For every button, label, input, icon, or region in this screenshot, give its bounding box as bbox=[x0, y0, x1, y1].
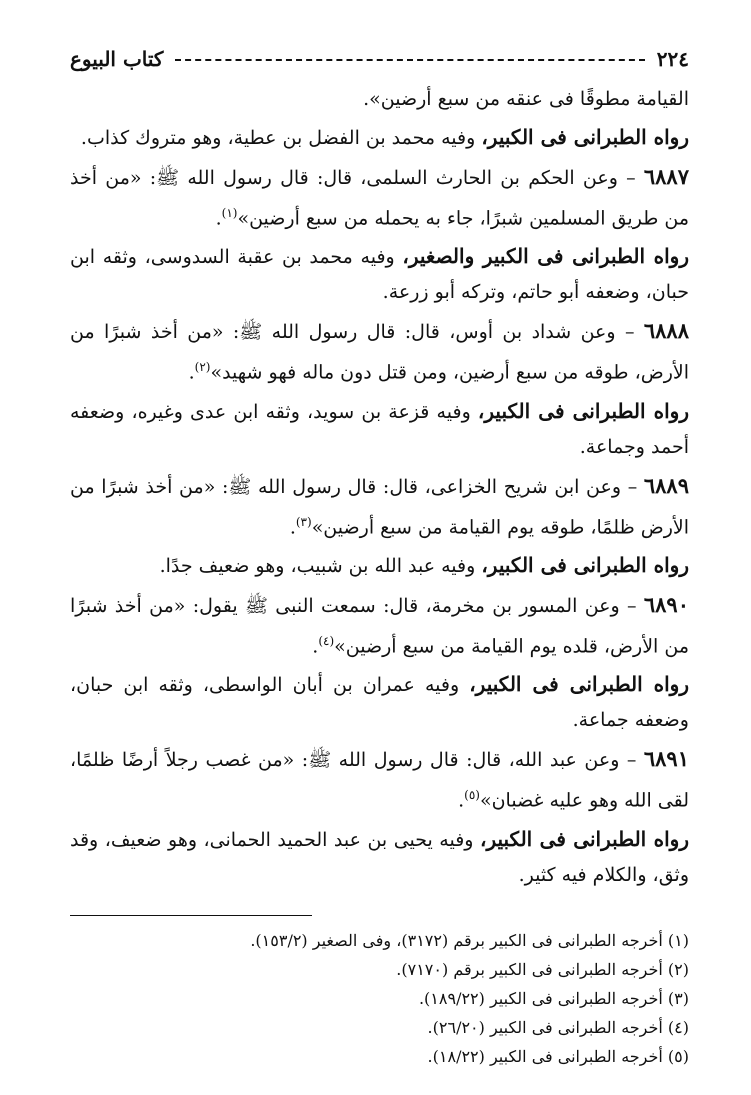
hadith-number: ٦٨٩٠ bbox=[643, 591, 689, 617]
main-text bbox=[70, 82, 689, 893]
hadith-end: . bbox=[312, 635, 319, 658]
source-attribution: رواه الطبرانى فى الكبير والصغير، bbox=[402, 244, 690, 269]
footnote-line: (٢) أخرجه الطبرانى فى الكبير برقم (٧١٧٠). bbox=[396, 959, 689, 979]
paragraph-source bbox=[70, 239, 689, 310]
paragraph-source bbox=[70, 120, 689, 156]
hadith-end: . bbox=[215, 207, 222, 230]
footnote-line: (٤) أخرجه الطبرانى فى الكبير (٢٦/٢٠). bbox=[427, 1017, 689, 1037]
hadith-text: – وعن المسور بن مخرمة، قال: سمعت النبى ﷺ يقول: «من أخذ شبرًا من الأرض، قلده يوم القيامة من سبع أرضين» bbox=[70, 594, 689, 658]
hadith-number: ٦٨٨٧ bbox=[643, 164, 689, 189]
footnote-reference: (٢) bbox=[194, 360, 211, 375]
paragraph-hadith bbox=[70, 313, 689, 390]
footnote-reference: (٣) bbox=[295, 514, 312, 529]
source-comment: وفيه قزعة بن سويد، وثقه ابن عدى وغيره، وضعفه أحمد وجماعة. bbox=[70, 400, 689, 458]
paragraph-source bbox=[70, 822, 689, 893]
paragraph-hadith bbox=[70, 159, 689, 236]
paragraph-hadith bbox=[70, 468, 689, 545]
source-comment: وفيه محمد بن عقبة السدوسى، وثقه ابن حبان، وضعفه أبو حاتم، وتركه أبو زرعة. bbox=[70, 246, 689, 304]
hadith-number: ٦٨٨٨ bbox=[643, 318, 689, 344]
hadith-end: . bbox=[458, 789, 465, 812]
source-comment: وفيه عمران بن أبان الواسطى، وثقه ابن حبان، وضعفه جماعة. bbox=[70, 674, 689, 732]
book-title: كتاب البيوع bbox=[70, 47, 164, 71]
footnote-line: (١) أخرجه الطبرانى فى الكبير برقم (٣١٧٢)، وفى الصغير (١٥٣/٢). bbox=[250, 930, 689, 950]
hadith-end: . bbox=[289, 515, 296, 538]
footnote-reference: (٥) bbox=[464, 788, 480, 803]
source-attribution: رواه الطبرانى فى الكبير، bbox=[477, 398, 689, 423]
paragraph-text: القيامة مطوقًا فى عنقه من سبع أرضين». bbox=[363, 88, 689, 110]
hadith-end: . bbox=[188, 361, 195, 384]
source-attribution: رواه الطبرانى فى الكبير، bbox=[481, 125, 689, 149]
source-comment: وفيه يحيى بن عبد الحميد الحمانى، وهو ضعيف، وقد وثق، والكلام فيه كثير. bbox=[70, 828, 689, 886]
running-header bbox=[70, 42, 689, 76]
hadith-text: – وعن ابن شريح الخزاعى، قال: قال رسول الله ﷺ: «من أخذ شبرًا من الأرض ظلمًا، طوقه يوم القيامة من سبع أرضين» bbox=[70, 475, 689, 538]
paragraph-source bbox=[70, 394, 689, 465]
paragraph-hadith bbox=[70, 741, 689, 818]
header-dashed-rule bbox=[175, 59, 644, 61]
source-attribution: رواه الطبرانى فى الكبير، bbox=[481, 552, 689, 577]
footnote-line: (٥) أخرجه الطبرانى فى الكبير (١٨/٢٢). bbox=[427, 1046, 689, 1066]
hadith-text: – وعن الحكم بن الحارث السلمى، قال: قال رسول الله ﷺ: «من أخذ من طريق المسلمين شبرًا، جاء به يحمله من سبع أرضين» bbox=[70, 167, 689, 230]
paragraph-text bbox=[70, 82, 689, 117]
source-attribution: رواه الطبرانى فى الكبير، bbox=[469, 672, 689, 697]
page-number: ٢٢٤ bbox=[656, 47, 689, 71]
footnote-reference: (١) bbox=[221, 206, 238, 220]
paragraph-source bbox=[70, 667, 689, 738]
hadith-number: ٦٨٨٩ bbox=[643, 472, 689, 498]
hadith-text: – وعن شداد بن أوس، قال: قال رسول الله ﷺ: «من أخذ شبرًا من الأرض، طوقه من سبع أرضين، ومن قتل دون ماله فهو شهيد» bbox=[70, 321, 689, 384]
source-attribution: رواه الطبرانى فى الكبير، bbox=[479, 826, 689, 851]
paragraph-hadith bbox=[70, 587, 689, 664]
footnotes bbox=[70, 926, 689, 1071]
footnote-line: (٣) أخرجه الطبرانى فى الكبير (١٨٩/٢٢). bbox=[418, 988, 689, 1008]
source-comment: وفيه محمد بن الفضل بن عطية، وهو متروك كذاب. bbox=[80, 127, 482, 149]
hadith-text: – وعن عبد الله، قال: قال رسول الله ﷺ: «من غصب رجلاً أرضًا ظلمًا، لقى الله وهو عليه غضبان» bbox=[70, 749, 689, 812]
hadith-number: ٦٨٩١ bbox=[643, 746, 689, 772]
source-comment: وفيه عبد الله بن شبيب، وهو ضعيف جدًا. bbox=[159, 554, 482, 577]
paragraph-source bbox=[70, 548, 689, 584]
footnote-reference: (٤) bbox=[318, 633, 335, 648]
footnote-separator bbox=[70, 915, 312, 916]
